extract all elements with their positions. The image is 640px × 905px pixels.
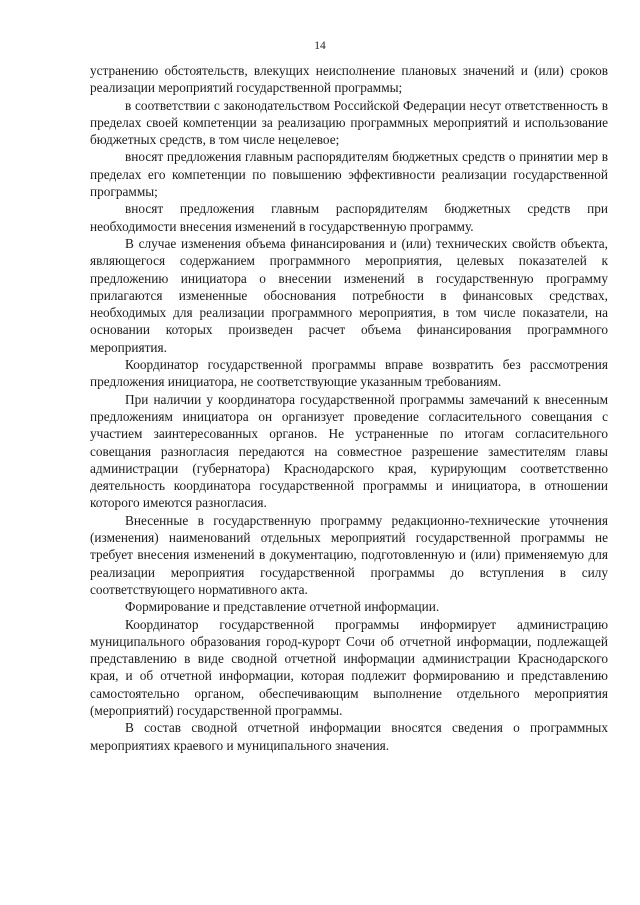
paragraph-responsibility: в соответствии с законодательством Российской Федерации несут ответственность в пределах своей компетенции за реализацию программных мероприятий и использование бюджетных средств, в том числе нецелевое;: [90, 97, 608, 148]
paragraph-funding-change: В случае изменения объема финансирования и (или) технических свойств объекта, являющегося содержанием программного мероприятия, целевых показателей к предложению инициатора о внесении изменений в государственную программу прилагаются измененные обоснования потребности в финансовых средствах, необходимых для реализации программного мероприятия, в том числе показатели, на основании которых произведен расчет объема финансирования программного мероприятия.: [90, 235, 608, 355]
paragraph-conciliation: При наличии у координатора государственной программы замечаний к внесенным предложениям инициатора он организует проведение согласительного совещания с участием заинтересованных органов. Не устраненные по итогам согласительного совещания разногласия передаются на совместное разрешение заместителям главы администрации (губернатора) Краснодарского края, курирующим соответственно деятельность координатора государственной программы и инициатора, в отношении которого имеются разногласия.: [90, 391, 608, 511]
section-heading-reporting: Формирование и представление отчетной информации.: [125, 599, 440, 615]
document-body: [90, 62, 608, 754]
paragraph-continuation: устранению обстоятельств, влекущих неисполнение плановых значений и (или) сроков реализации мероприятий государственной программы;: [90, 63, 608, 96]
page-number: 14: [314, 40, 326, 52]
paragraph-proposals-measures: вносят предложения главным распорядителям бюджетных средств о принятии мер в пределах его компетенции по повышению эффективности реализации государственной программы;: [90, 149, 608, 200]
paragraph-proposals-changes: вносят предложения главным распорядителям бюджетных средств при необходимости внесения изменений в государственную программу.: [90, 201, 608, 234]
paragraph-editorial-changes: Внесенные в государственную программу редакционно-технические уточнения (изменения) наименований отдельных мероприятий государственной программы не требует внесения изменений в документацию, подготовленную и (или) применяемую для реализации мероприятия государственной программы до вступления в силу соответствующего нормативного акта.: [90, 512, 608, 597]
paragraph-summary-composition: В состав сводной отчетной информации вносятся сведения о программных мероприятиях краевого и муниципального значения.: [90, 720, 608, 753]
paragraph-coordinator-return: Координатор государственной программы вправе возвратить без рассмотрения предложения инициатора, не соответствующие указанным требованиям.: [90, 357, 608, 390]
paragraph-coordinator-informs: Координатор государственной программы информирует администрацию муниципального образования город-курорт Сочи об отчетной информации, подлежащей представлению в виде сводной отчетной информации администрации Краснодарского края, и об отчетной информации, которая подлежит формированию и представлению самостоятельно органом, обеспечивающим выполнение отдельного мероприятия (мероприятий) государственной программы.: [90, 616, 608, 718]
